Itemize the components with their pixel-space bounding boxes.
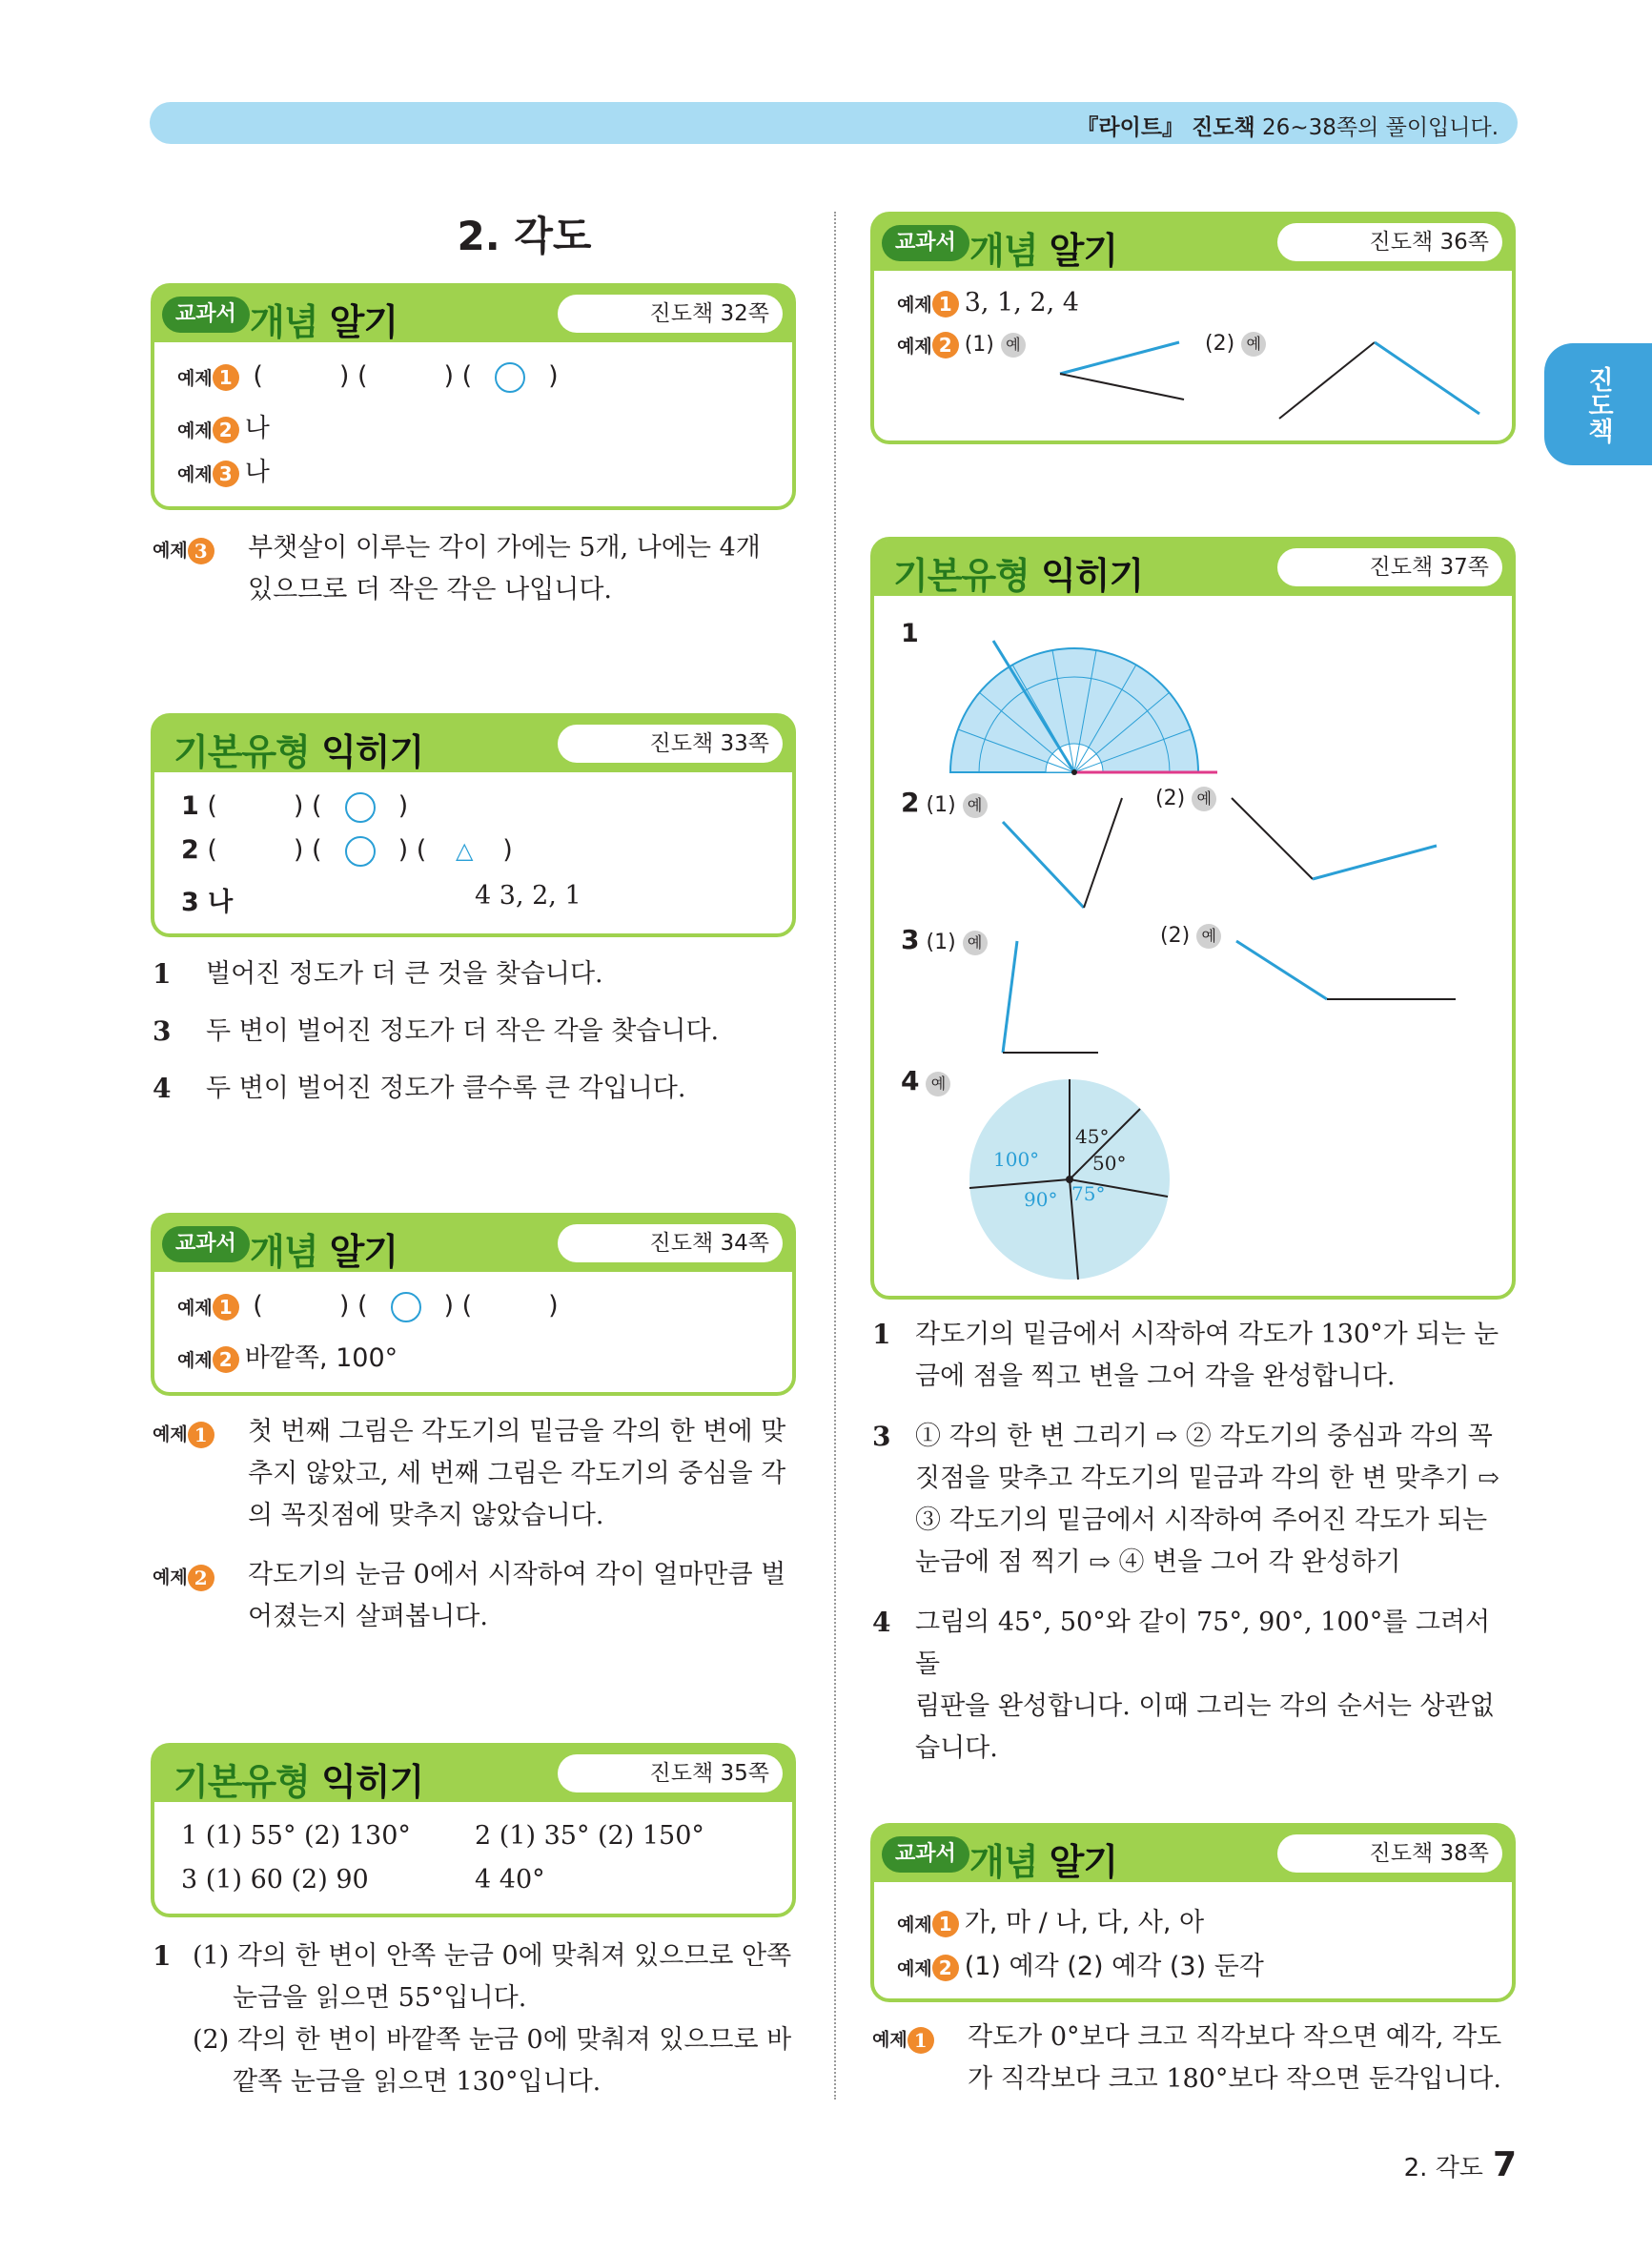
footer-section: 2. 각도: [1403, 2154, 1483, 2182]
page-ref: 진도책 34쪽: [558, 1224, 783, 1262]
answer-3: 3 나: [181, 888, 234, 917]
explanation-37-4: 4 그림의 45°, 50°와 같이 75°, 90°, 100°를 그려서 돌 림판을 완성합니다. 이때 그리는 각의 순서는 상관없 습니다.: [872, 1607, 1495, 1763]
explanation-34-1: 예제 1 첫 번째 그림은 각도기의 밑금을 각의 한 변에 맞 추지 않았고, 세 번째 그림은 각도기의 중심을 각 의 꼭짓점에 맞추지 않았습니다.: [153, 1417, 786, 1530]
angle-drawing-2: [1275, 338, 1484, 423]
q2-part-2: (2) 예: [1155, 787, 1216, 811]
q2-angle-2: [1227, 793, 1446, 889]
explanation-37-1: 1 각도기의 밑금에서 시작하여 각도가 130°가 되는 눈 금에 점을 찍고 변을 그어 각을 완성합니다.: [872, 1319, 1499, 1391]
page-ref: 진도책 36쪽: [1277, 223, 1502, 261]
explanation-35: 1 (1) 각의 한 변이 안쪽 눈금 0에 맞춰져 있으므로 안쪽 눈금을 읽으면 55°입니다. (2) 각의 한 변이 바깥쪽 눈금 0에 맞춰져 있으므로 바 깥쪽 눈금을 읽으면 130°입니다.: [153, 1940, 792, 2097]
example-3-answer: 예제 3 나: [177, 458, 270, 487]
angle-label-45: 45°: [1075, 1125, 1110, 1148]
example-2-answer: 예제 2 (1) 예각 (2) 예각 (3) 둔각: [897, 1952, 1264, 1981]
angle-label-90: 90°: [1024, 1188, 1058, 1211]
answer-1: 1 ( ) ( ): [181, 791, 409, 821]
q3-angle-2: [1232, 936, 1460, 1008]
q3-part-2: (2) 예: [1160, 924, 1221, 949]
basic-box-37: 기본유형 익히기 진도책 37쪽 1 2 (1) 예 (2) 예 3 (1) 예 (2) 예 4 예 45° 50° 100° 90° 75°: [870, 537, 1516, 1300]
side-tab[interactable]: 진도책: [1544, 343, 1652, 465]
explanation-38: 예제 1 각도가 0°보다 크고 직각보다 작으면 예각, 각도 가 직각보다 크고 180°보다 작으면 둔각입니다.: [872, 2022, 1502, 2094]
section-title: 기본유형 익히기: [173, 731, 424, 773]
explanation-34-2: 예제 2 각도기의 눈금 0에서 시작하여 각이 얼마만큼 벌 어졌는지 살펴봅니다.: [153, 1560, 786, 1631]
circle-mark: [495, 362, 525, 393]
example-2-part-2: (2) 예: [1205, 332, 1266, 357]
answer-4: 4 40°: [475, 1865, 545, 1895]
concept-box-36: 교과서 개념 알기 진도책 36쪽 예제 1 3, 1, 2, 4 예제 2 (1) 예 (2) 예: [870, 212, 1516, 444]
q2-angle-1: [998, 793, 1132, 912]
example-2-answer: 예제 2 (1) 예: [897, 332, 1026, 358]
example-1-answer: 예제 1 가, 마 / 나, 다, 사, 아: [897, 1908, 1205, 1937]
example-2-answer: 예제 2 바깥쪽, 100°: [177, 1343, 398, 1373]
section-title: 개념 알기: [250, 301, 398, 343]
answer-2: 2 (1) 35° (2) 150°: [475, 1821, 704, 1851]
example-1-answer: 예제 1 3, 1, 2, 4: [897, 288, 1079, 317]
q2-label: 2 (1) 예: [901, 787, 988, 818]
explanation-32: 예제 3 부챗살이 이루는 각이 가에는 5개, 나에는 4개 있으므로 더 작은 각은 나입니다.: [153, 533, 761, 604]
concept-box-34: 교과서 개념 알기 진도책 34쪽 예제 1 ( ) ( ) ( ) 예제 2 바깥쪽, 100°: [151, 1213, 796, 1396]
page-ref: 진도책 38쪽: [1277, 1834, 1502, 1873]
angle-drawing-1: [1055, 338, 1189, 404]
page-footer: [1404, 2145, 1517, 2184]
example-1-answer: 예제 1 ( ) ( ) ( ): [177, 361, 559, 391]
answer-3: 3 (1) 60 (2) 90: [181, 1865, 369, 1895]
q4-label: 4 예: [901, 1065, 950, 1096]
example-2-answer: 예제 2 나: [177, 414, 270, 443]
basic-box-33: [151, 713, 796, 937]
angle-label-100: 100°: [993, 1148, 1040, 1171]
explanation-33-1: 1 벌어진 정도가 더 큰 것을 찾습니다.: [153, 958, 603, 990]
angle-wheel: [965, 1075, 1174, 1284]
banner-range: 26~38쪽의 풀이입니다.: [1262, 115, 1499, 140]
concept-box-32: [151, 283, 796, 510]
triangle-mark: △: [456, 837, 474, 864]
explanation-33-3: 3 두 변이 벌어진 정도가 더 작은 각을 찾습니다.: [153, 1015, 720, 1047]
page-number: 7: [1492, 2145, 1517, 2184]
page-ref: 진도책 35쪽: [558, 1754, 783, 1792]
angle-label-50: 50°: [1092, 1152, 1127, 1175]
answer-2: 2 ( ) ( ) ( △ ): [181, 835, 513, 865]
page-ref: 진도책 33쪽: [558, 725, 783, 763]
q3-label: 3 (1) 예: [901, 924, 988, 955]
chapter-title: 2. 각도: [457, 213, 592, 259]
page-ref: 진도책 37쪽: [1277, 548, 1502, 586]
q3-angle-1: [998, 936, 1103, 1060]
explanation-33-4: 4 두 변이 벌어진 정도가 클수록 큰 각입니다.: [153, 1073, 686, 1104]
explanation-37-3: 3 ① 각의 한 변 그리기 ⇨ ② 각도기의 중심과 각의 꼭 짓점을 맞추고 각도기의 밑금과 각의 한 변 맞추기 ⇨ ③ 각도기의 밑금에서 시작하여 주어진 각도가 되는 눈금에 점 찍기 ⇨ ④ 변을 그어 각 완성하기: [872, 1421, 1499, 1577]
column-divider: [834, 212, 836, 2099]
textbook-pill: 교과서: [162, 297, 250, 333]
basic-box-35: 기본유형 익히기 진도책 35쪽 1 (1) 55° (2) 130° 2 (1) 35° (2) 150° 3 (1) 60 (2) 90 4 40°: [151, 1743, 796, 1917]
concept-box-38: 교과서 개념 알기 진도책 38쪽 예제 1 가, 마 / 나, 다, 사, 아 예제 2 (1) 예각 (2) 예각 (3) 둔각: [870, 1823, 1516, 2002]
answer-1: 1 (1) 55° (2) 130°: [181, 1821, 411, 1851]
protractor-figure: [912, 622, 1255, 784]
example-1-answer: 예제 1 ( ) ( ) ( ): [177, 1291, 559, 1321]
page-ref: 진도책 32쪽: [558, 295, 783, 333]
q1-number: 1: [901, 619, 919, 648]
banner-book: 『라이트』 진도책: [1076, 115, 1255, 140]
angle-label-75: 75°: [1071, 1182, 1106, 1205]
header-banner: [150, 102, 1518, 144]
answer-4: 4 3, 2, 1: [475, 881, 581, 911]
